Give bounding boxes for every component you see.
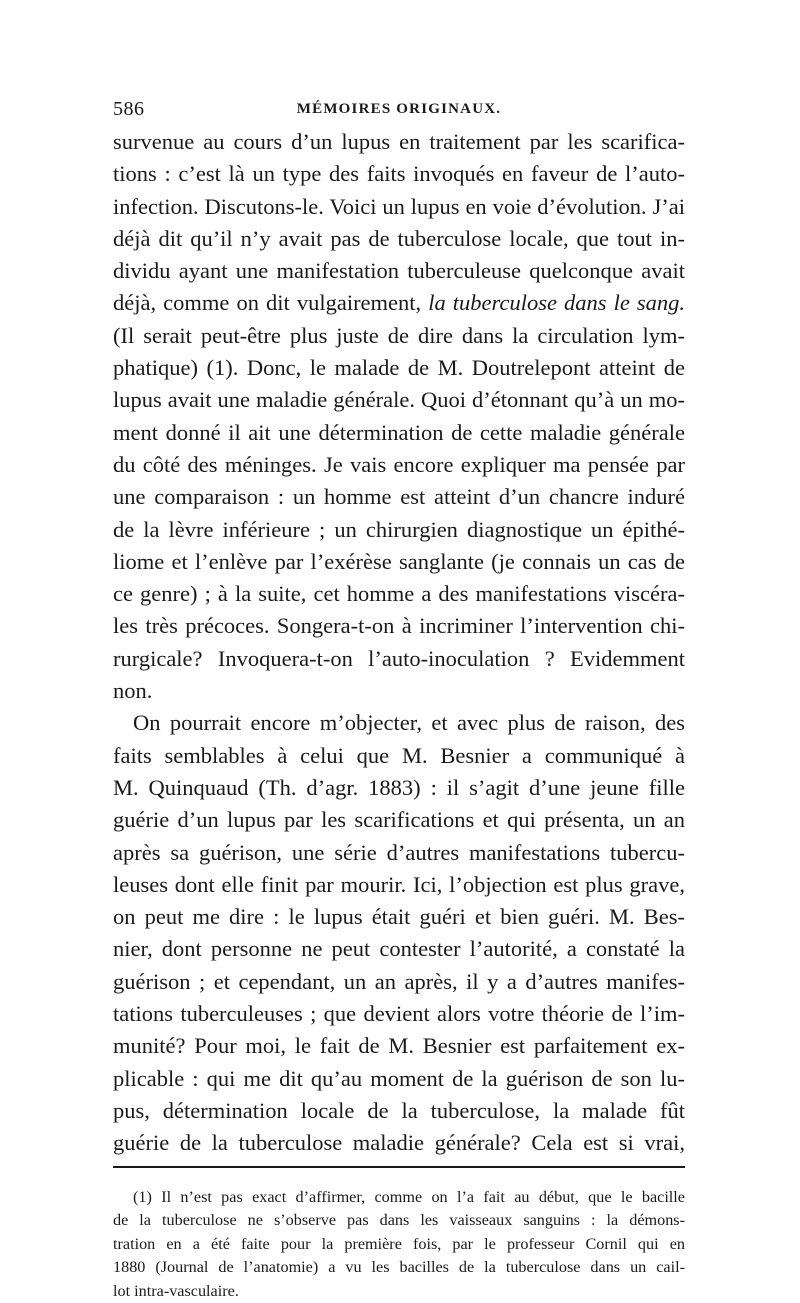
- footnote-line: lot intra-vasculaire.: [113, 1280, 685, 1303]
- page-number: 586: [113, 98, 145, 121]
- text-line: non.: [113, 675, 685, 707]
- text-line: M. Quinquaud (Th. d’agr. 1883) : il s’agit d’une jeune fille: [113, 772, 685, 804]
- text-line: (Il serait peut-être plus juste de dire dans la circulation lym-: [113, 320, 685, 352]
- footnote-line: tration en a été faite pour la première fois, par le professeur Cornil qui en: [113, 1233, 685, 1257]
- text-line: plicable : qui me dit qu’au moment de la guérison de son lu-: [113, 1063, 685, 1095]
- text-line: tions : c’est là un type des faits invoqués en faveur de l’auto-: [113, 158, 685, 190]
- text-line: dividu ayant une manifestation tuberculeuse quelconque avait: [113, 255, 685, 287]
- text-line: rurgicale? Invoquera-t-on l’auto-inoculation ? Evidemment: [113, 643, 685, 675]
- text-line: phatique) (1). Donc, le malade de M. Doutrelepont atteint de: [113, 352, 685, 384]
- text-line: leuses dont elle finit par mourir. Ici, l’objection est plus grave,: [113, 869, 685, 901]
- footnote-line: (1) Il n’est pas exact d’affirmer, comme on l’a fait au début, que le bacille: [113, 1186, 685, 1210]
- text-line-with-italic: [113, 287, 685, 319]
- text-line: faits semblables à celui que M. Besnier a communiqué à: [113, 740, 685, 772]
- text-line: guérie d’un lupus par les scarifications et qui présenta, un an: [113, 804, 685, 836]
- text-line: liome et l’enlève par l’exérèse sanglante (je connais un cas de: [113, 546, 685, 578]
- page-header: [113, 98, 685, 126]
- body-text: [113, 126, 685, 1160]
- footnote-line: 1880 (Journal de l’anatomie) a vu les bacilles de la tuberculose dans un cail-: [113, 1256, 685, 1280]
- text-line: nier, dont personne ne peut contester l’autorité, a constaté la: [113, 933, 685, 965]
- text-line: pus, détermination locale de la tuberculose, la malade fût: [113, 1095, 685, 1127]
- text-line: ce genre) ; à la suite, cet homme a des manifestations viscéra-: [113, 578, 685, 610]
- text-line: les très précoces. Songera-t-on à incriminer l’intervention chi-: [113, 610, 685, 642]
- footnote-line: de la tuberculose ne s’observe pas dans les vaisseaux sanguins : la démons-: [113, 1209, 685, 1233]
- text-line: guérison ; et cependant, un an après, il y a d’autres manifes-: [113, 966, 685, 998]
- running-title: MÉMOIRES ORIGINAUX.: [113, 101, 685, 118]
- text-line: munité? Pour moi, le fait de M. Besnier est parfaitement ex-: [113, 1030, 685, 1062]
- text-segment: déjà, comme on dit vulgairement,: [113, 290, 421, 315]
- italic-phrase: la tuberculose dans le sang.: [428, 290, 685, 315]
- text-line: infection. Discutons-le. Voici un lupus en voie d’évolution. J’ai: [113, 191, 685, 223]
- text-line: tations tuberculeuses ; que devient alors votre théorie de l’im-: [113, 998, 685, 1030]
- text-line: On pourrait encore m’objecter, et avec plus de raison, des: [113, 707, 685, 739]
- text-line: de la lèvre inférieure ; un chirurgien diagnostique un épithé-: [113, 514, 685, 546]
- text-line: une comparaison : un homme est atteint d’un chancre induré: [113, 481, 685, 513]
- text-line: survenue au cours d’un lupus en traitement par les scarifica-: [113, 126, 685, 158]
- text-line: ment donné il ait une détermination de cette maladie générale: [113, 417, 685, 449]
- footnote-divider: [113, 1166, 685, 1168]
- text-line: guérie de la tuberculose maladie générale? Cela est si vrai,: [113, 1127, 685, 1159]
- text-line: lupus avait une maladie générale. Quoi d’étonnant qu’à un mo-: [113, 384, 685, 416]
- text-line: du côté des méninges. Je vais encore expliquer ma pensée par: [113, 449, 685, 481]
- page: [113, 98, 685, 1303]
- text-line: après sa guérison, une série d’autres manifestations tubercu-: [113, 837, 685, 869]
- text-line: déjà dit qu’il n’y avait pas de tuberculose locale, que tout in-: [113, 223, 685, 255]
- footnotes: [113, 1186, 685, 1303]
- text-line: on peut me dire : le lupus était guéri et bien guéri. M. Bes-: [113, 901, 685, 933]
